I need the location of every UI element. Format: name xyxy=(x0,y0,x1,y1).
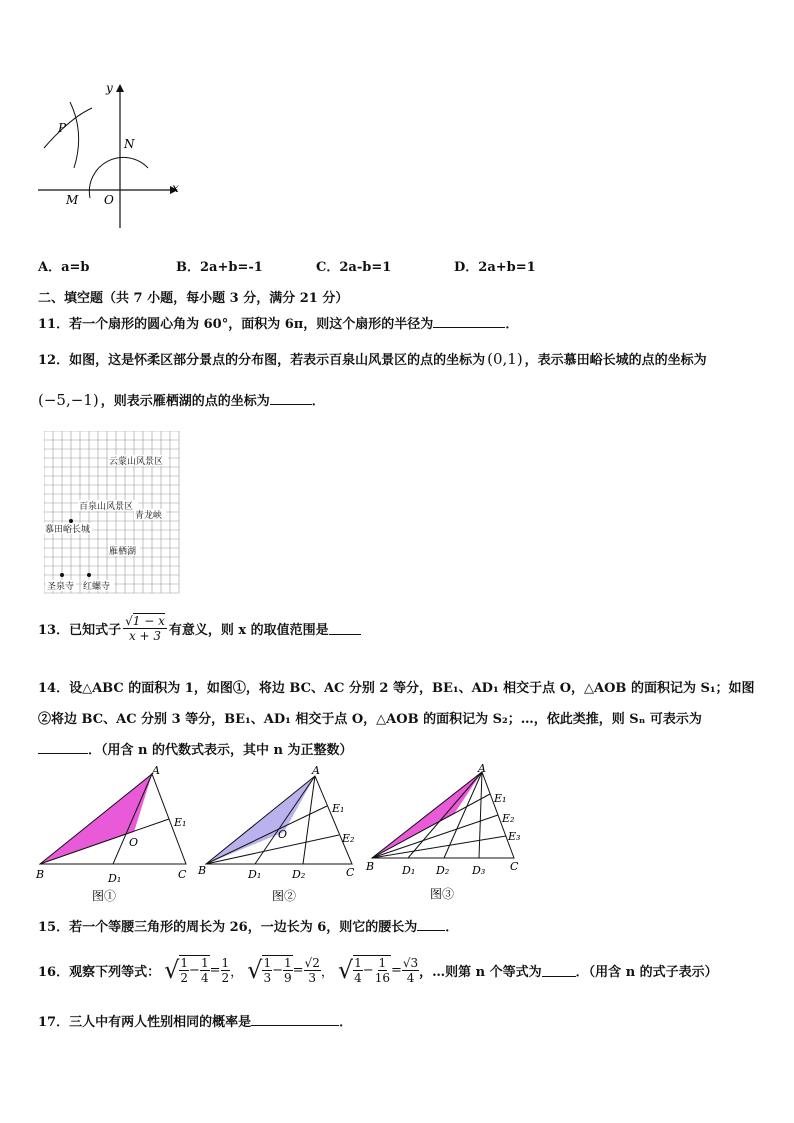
svg-text:O: O xyxy=(129,836,139,849)
q16-eq1: √ 1 2 − 1 4 = 1 2 ， xyxy=(164,955,244,985)
q17-answer-blank[interactable] xyxy=(251,1013,339,1026)
svg-text:D₂: D₂ xyxy=(292,868,306,881)
q16-eq3: √ 1 4 − 1 16 = √3 4 xyxy=(337,955,419,985)
q15-answer-blank[interactable] xyxy=(417,918,445,931)
svg-text:D₃: D₃ xyxy=(472,864,486,877)
q11-num: 11． xyxy=(38,317,70,332)
q17: 17．三人中有两人性别相同的概率是 ． xyxy=(38,1015,353,1030)
y-axis-arrow xyxy=(116,84,124,92)
q12-line2: (−5,−1) ，则表示雁栖湖的点的坐标为 ． xyxy=(38,391,325,409)
q15: 15．若一个等腰三角形的周长为 26，一边长为 6，则它的腰长为 ． xyxy=(38,920,459,935)
coordinate-figure xyxy=(30,78,200,238)
svg-text:D₁: D₁ xyxy=(108,872,122,885)
n-label: N xyxy=(124,137,135,151)
label-yunmeng: 云蒙山风景区 xyxy=(109,457,164,467)
caption-fig1: 图① xyxy=(92,889,117,903)
svg-text:E₁: E₁ xyxy=(332,802,345,815)
option-d[interactable]: D．2a+b=1 xyxy=(454,260,536,275)
label-qinglong: 青龙峡 xyxy=(135,511,163,521)
q14-line2: ②将边 BC、AC 分别 3 等分，BE₁、AD₁ 相交于点 O，△AOB 的面积记为 S₂；…，依此类推，则 Sₙ 可表示为 xyxy=(38,712,702,727)
caption-fig3: 图③ xyxy=(430,887,455,901)
label-baiquan: 百泉山风景区 xyxy=(79,502,134,512)
section2-title: 二、填空题（共 7 小题，每小题 3 分，满分 21 分） xyxy=(38,291,349,306)
arc-p xyxy=(44,108,92,148)
q11-text: 若一个扇形的圆心角为 60°，面积为 6π，则这个扇形的半径为 xyxy=(69,317,434,332)
q13-fraction: $\frac{√1 - x}{x + 3}$ xyxy=(125,614,165,643)
label-hongluo: 红螺寺 xyxy=(83,582,111,592)
svg-text:A: A xyxy=(478,764,486,775)
svg-text:B: B xyxy=(198,864,207,877)
q13-answer-blank[interactable] xyxy=(329,622,361,635)
svg-text:A: A xyxy=(312,764,320,777)
arc-large xyxy=(89,157,148,198)
svg-text:E₂: E₂ xyxy=(342,832,355,845)
q14-line1: 14．设△ABC 的面积为 1，如图①，将边 BC、AC 分别 2 等分，BE₁、AD₁ 相交于点 O，△AOB 的面积记为 S₁；如图 xyxy=(38,681,755,696)
q16: 16． 观察下列等式： √ 1 2 − 1 4 = 1 2 ， √ 1 3 − 1 9 = √2 3 ， √ 1 4 − 1 16 = √3 4 ，…则第 n 个等式为 ．（用含 n 的式子表示） xyxy=(38,955,718,985)
svg-text:E₁: E₁ xyxy=(174,816,187,829)
q11-answer-blank[interactable] xyxy=(433,315,505,328)
q13: 13． 已知式子 $\frac{√1 - x}{x + 3}$ 有意义，则 x 的取值范围是 xyxy=(38,614,361,643)
point-hongluo xyxy=(87,573,91,577)
q14-answer-blank[interactable] xyxy=(38,741,88,754)
svg-text:B: B xyxy=(36,868,45,881)
scenic-map-grid xyxy=(44,431,180,594)
option-a[interactable]: A．a=b xyxy=(38,260,90,275)
q12-coord1: (0,1) xyxy=(487,350,523,368)
svg-text:D₁: D₁ xyxy=(248,868,262,881)
svg-text:B: B xyxy=(366,860,375,873)
svg-text:D₁: D₁ xyxy=(402,864,416,877)
triangle-figure-1 xyxy=(36,764,187,903)
q16-eq2: √ 1 3 − 1 9 = √2 3 ， xyxy=(247,955,334,985)
q12-line1: 12．如图，这是怀柔区部分景点的分布图，若表示百泉山风景区的点的坐标为 (0,1) ，表示慕田峪长城的点的坐标为 xyxy=(38,350,707,368)
q12-coord2: (−5,−1) xyxy=(38,391,99,409)
y-label: y xyxy=(106,81,113,95)
svg-text:C: C xyxy=(510,860,519,873)
svg-text:E₁: E₁ xyxy=(494,792,507,805)
triangle-figure-3 xyxy=(365,764,520,901)
q16-answer-blank[interactable] xyxy=(542,964,576,977)
o-label: O xyxy=(104,193,114,207)
p-label: P xyxy=(58,121,67,135)
option-b[interactable]: B．2a+b=-1 xyxy=(176,260,263,275)
triangle-figures xyxy=(36,764,526,904)
label-shengquan: 圣泉寺 xyxy=(47,582,75,592)
option-c[interactable]: C．2a-b=1 xyxy=(316,260,392,275)
label-mutianyu: 慕田峪长城 xyxy=(45,525,91,535)
caption-fig2: 图② xyxy=(272,889,297,903)
label-yanqi: 雁栖湖 xyxy=(109,547,137,557)
m-label: M xyxy=(66,193,79,207)
x-label: x xyxy=(172,181,179,195)
arc-p2 xyxy=(70,102,79,168)
svg-text:C: C xyxy=(346,866,355,879)
point-mutianyu xyxy=(69,519,73,523)
svg-text:A: A xyxy=(152,764,160,777)
point-shengquan xyxy=(60,573,64,577)
q14-line3: ．（用含 n 的代数式表示，其中 n 为正整数） xyxy=(38,739,353,758)
svg-text:E₂: E₂ xyxy=(502,812,515,825)
svg-text:E₃: E₃ xyxy=(508,830,521,843)
q12-answer-blank[interactable] xyxy=(270,392,312,405)
triangle-figure-2 xyxy=(197,764,355,903)
svg-text:O: O xyxy=(278,828,288,841)
svg-text:D₂: D₂ xyxy=(436,864,450,877)
svg-text:C: C xyxy=(178,868,187,881)
q11: 11．若一个扇形的圆心角为 60°，面积为 6π，则这个扇形的半径为 ． xyxy=(38,317,519,332)
